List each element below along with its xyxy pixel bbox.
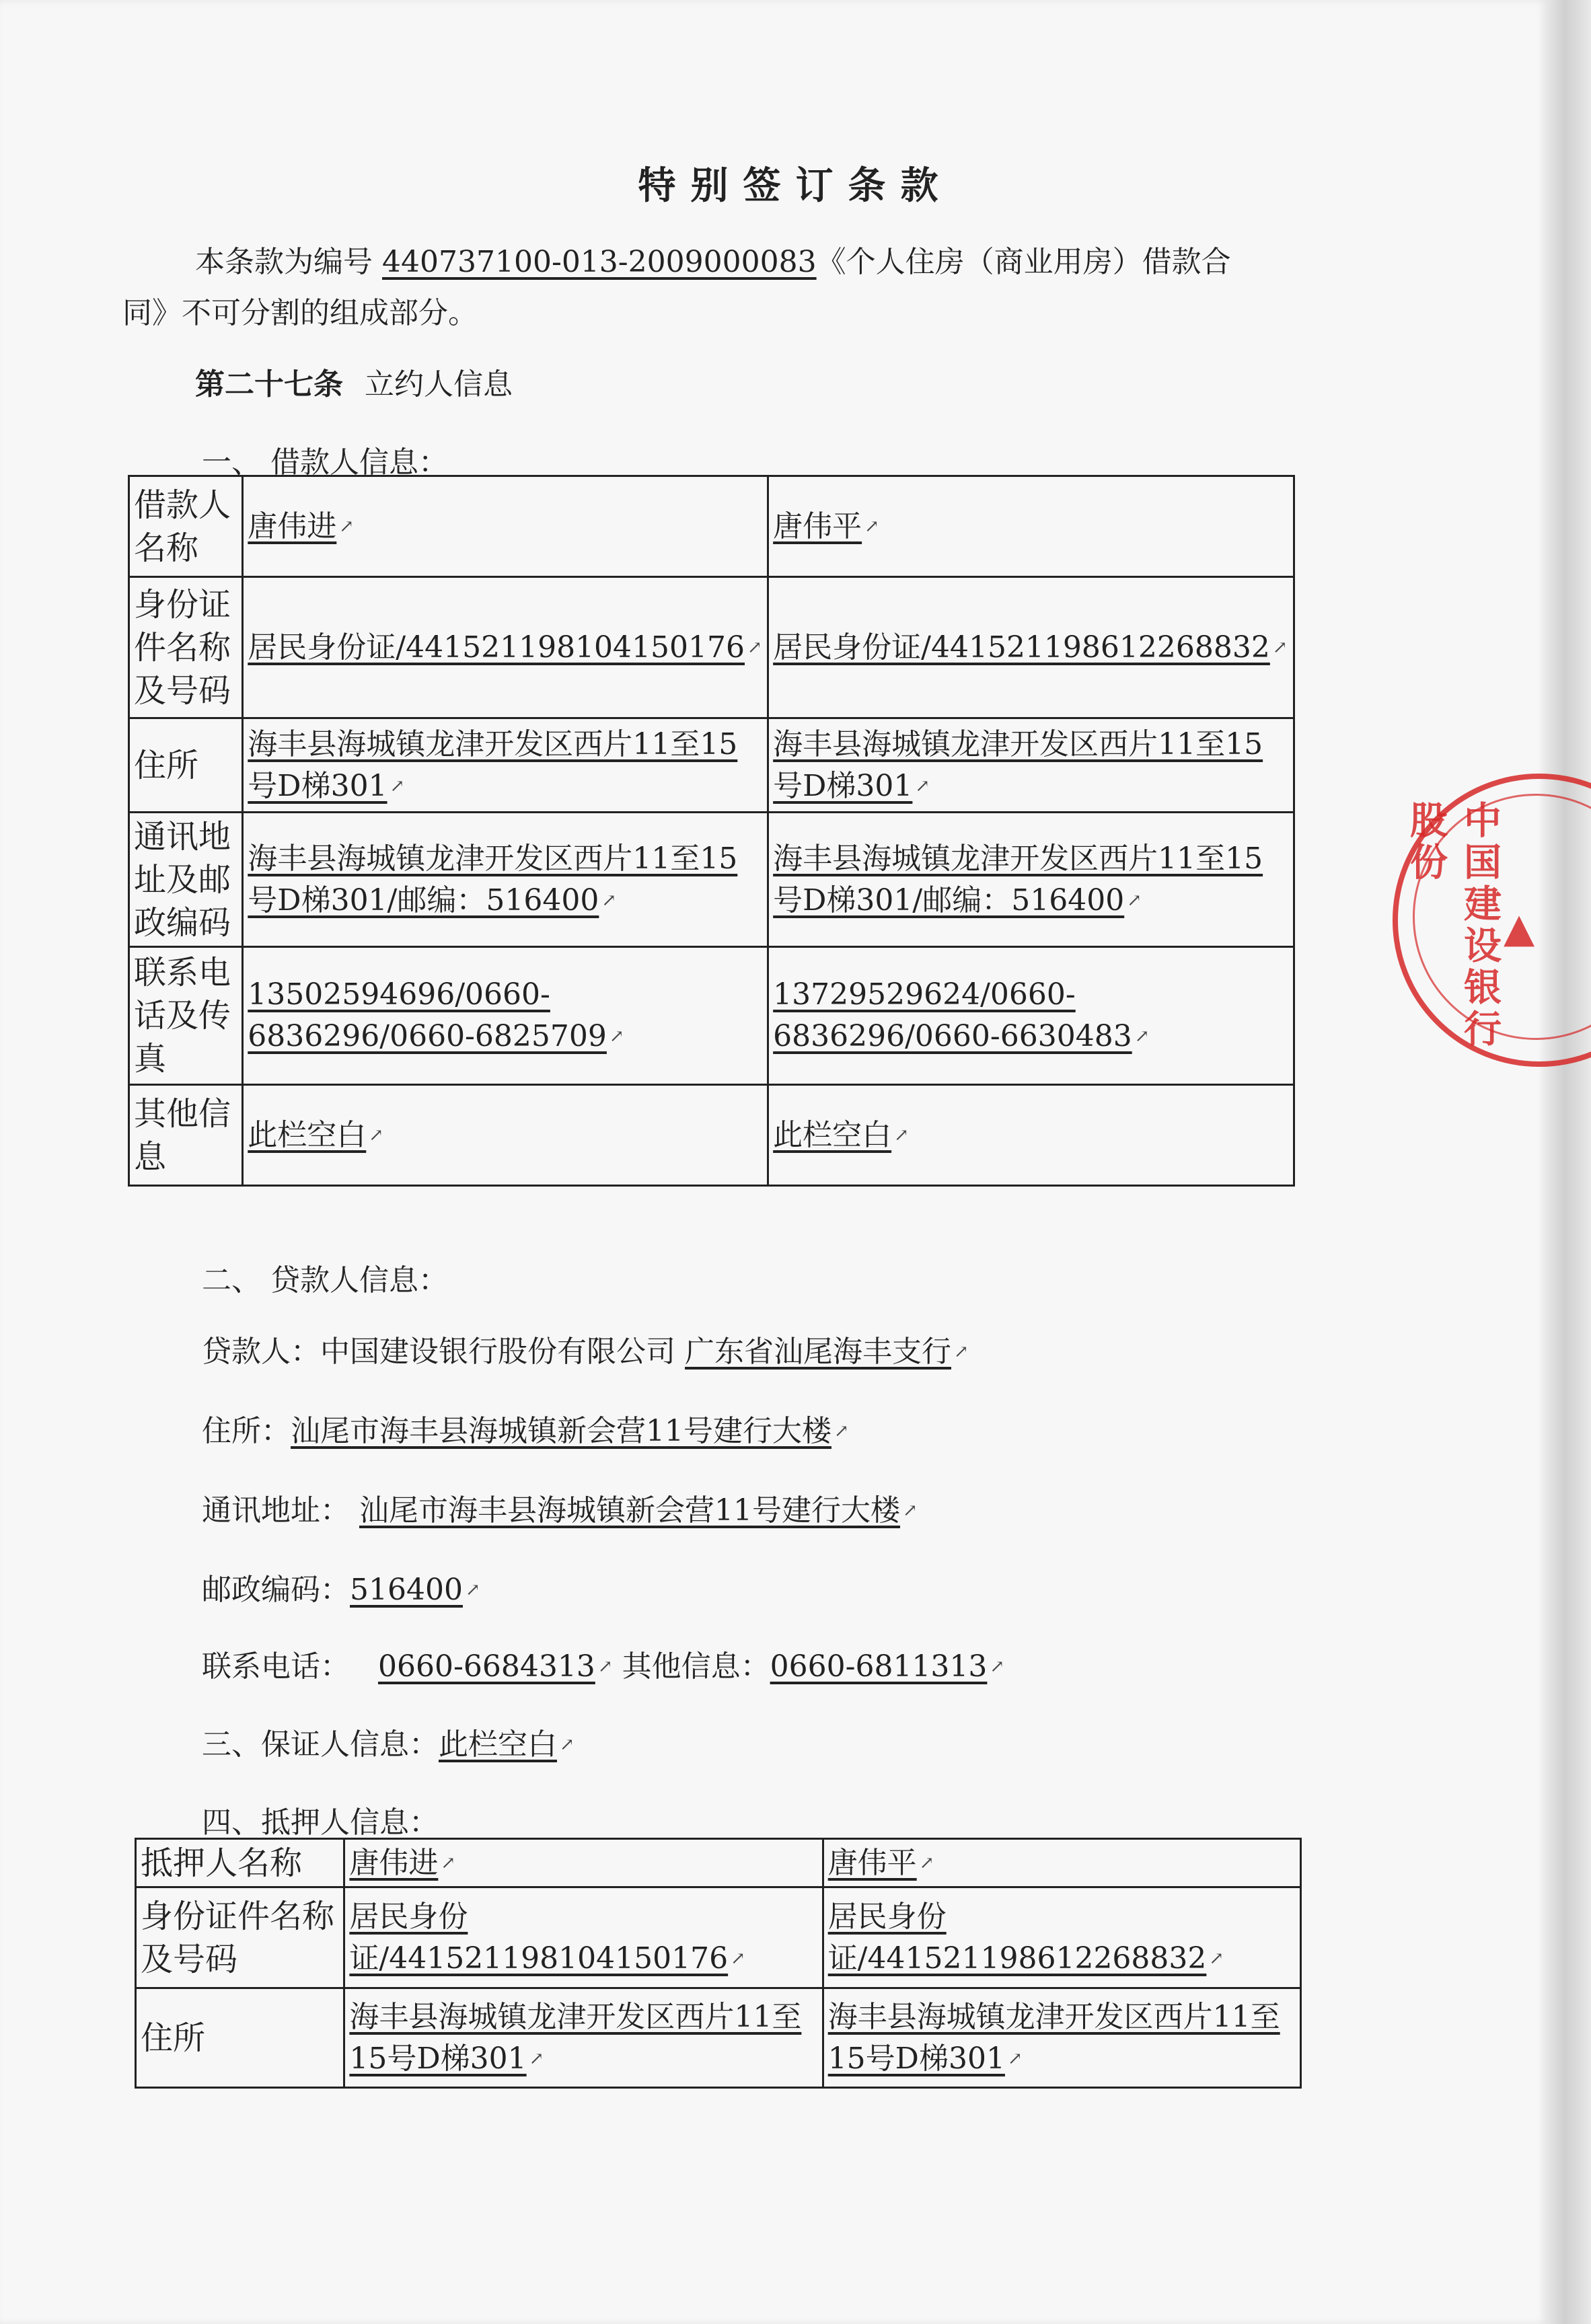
cell-mortgagor-a: 海丰县海城镇龙津开发区西片11至15号D梯301 ↗ bbox=[344, 1988, 823, 2088]
edit-mark-icon: ↗ bbox=[834, 1421, 849, 1441]
lender-mail-line bbox=[202, 1485, 918, 1536]
edit-mark-icon: ↗ bbox=[597, 1657, 613, 1677]
edit-mark-icon: ↗ bbox=[1272, 637, 1288, 658]
table-row bbox=[129, 1085, 1294, 1186]
table-row bbox=[136, 1887, 1301, 1988]
cell-borrower-a: 13502594696/0660-6836296/0660-6825709 ↗ bbox=[243, 947, 768, 1085]
edit-mark-icon: ↗ bbox=[339, 516, 355, 537]
edit-mark-icon: ↗ bbox=[731, 1948, 745, 1969]
edit-mark-icon: ↗ bbox=[465, 1580, 480, 1600]
section3-line bbox=[202, 1719, 575, 1770]
edit-mark-icon: ↗ bbox=[441, 1852, 456, 1873]
document-title: 特别签订条款 bbox=[638, 163, 953, 208]
cell-borrower-b: 海丰县海城镇龙津开发区西片11至15号D梯301 ↗ bbox=[768, 718, 1294, 813]
cell-mortgagor-b: 居民身份证/441521198612268832 ↗ bbox=[823, 1887, 1300, 1988]
section1-heading: 一、 借款人信息： bbox=[202, 445, 448, 480]
row-label: 其他信息 bbox=[129, 1085, 243, 1186]
cell-mortgagor-b: 海丰县海城镇龙津开发区西片11至15号D梯301 ↗ bbox=[823, 1988, 1300, 2088]
cell-borrower-b: 居民身份证/441521198612268832 ↗ bbox=[768, 577, 1294, 718]
table-row bbox=[129, 476, 1294, 577]
article-name: 立约人信息 bbox=[365, 367, 513, 402]
cell-borrower-b: 此栏空白 ↗ bbox=[768, 1085, 1294, 1186]
lender-address: 汕尾市海丰县海城镇新会营11号建行大楼 bbox=[291, 1414, 831, 1448]
table-row bbox=[136, 1839, 1301, 1887]
section2-heading: 二、 贷款人信息： bbox=[202, 1263, 448, 1298]
edit-mark-icon: ↗ bbox=[601, 890, 617, 911]
address-label: 住所： bbox=[202, 1414, 291, 1448]
table-row bbox=[129, 577, 1294, 718]
edit-mark-icon: ↗ bbox=[954, 1342, 969, 1362]
cell-borrower-b: 海丰县海城镇龙津开发区西片11至15号D梯301/邮编：516400 ↗ bbox=[768, 813, 1294, 947]
edit-mark-icon: ↗ bbox=[1209, 1948, 1224, 1969]
edit-mark-icon: ↗ bbox=[864, 516, 879, 537]
mail-label: 通讯地址： bbox=[202, 1493, 350, 1528]
row-label: 借款人名称 bbox=[129, 476, 243, 577]
edit-mark-icon: ↗ bbox=[990, 1657, 1005, 1677]
cell-borrower-a: 海丰县海城镇龙津开发区西片11至15号D梯301 ↗ bbox=[243, 718, 768, 813]
lender-label: 贷款人：中国建设银行股份有限公司 bbox=[202, 1335, 675, 1369]
row-label: 身份证件名称及号码 bbox=[136, 1887, 344, 1988]
table-row bbox=[136, 1988, 1301, 2088]
guarantor-value: 此栏空白 bbox=[439, 1727, 557, 1762]
edit-mark-icon: ↗ bbox=[1134, 1026, 1150, 1047]
row-label: 联系电话及传真 bbox=[129, 947, 243, 1085]
other-label: 其他信息： bbox=[622, 1649, 770, 1684]
intro-line-1 bbox=[195, 237, 1298, 288]
cell-borrower-a: 此栏空白 ↗ bbox=[243, 1085, 768, 1186]
cell-borrower-a: 唐伟进 ↗ bbox=[243, 476, 768, 577]
table-row bbox=[129, 947, 1294, 1085]
edit-mark-icon: ↗ bbox=[1007, 2048, 1023, 2069]
lender-other: 0660-6811313 bbox=[770, 1649, 988, 1684]
row-label: 住所 bbox=[129, 718, 243, 813]
cell-borrower-b: 唐伟平 ↗ bbox=[768, 476, 1294, 577]
article-number: 第二十七条 bbox=[195, 367, 343, 402]
lender-postcode: 516400 bbox=[350, 1573, 463, 1607]
section3-heading: 三、保证人信息： bbox=[202, 1727, 439, 1762]
row-label: 抵押人名称 bbox=[136, 1839, 344, 1887]
intro-suffix: 《个人住房（商业用房）借款合 bbox=[816, 245, 1231, 279]
lender-phone: 0660-6684313 bbox=[378, 1649, 595, 1684]
lender-mail: 汕尾市海丰县海城镇新会营11号建行大楼 bbox=[359, 1493, 900, 1528]
edit-mark-icon: ↗ bbox=[747, 637, 762, 658]
star-icon: ▲ bbox=[1504, 905, 1535, 952]
cell-mortgagor-a: 居民身份证/441521198104150176 ↗ bbox=[344, 1887, 823, 1988]
row-label: 通讯地址及邮政编码 bbox=[129, 813, 243, 947]
lender-line bbox=[202, 1326, 969, 1378]
lender-address-line bbox=[202, 1406, 849, 1457]
article-heading bbox=[195, 359, 513, 410]
edit-mark-icon: ↗ bbox=[915, 776, 930, 796]
edit-mark-icon: ↗ bbox=[560, 1735, 575, 1755]
phone-label: 联系电话： bbox=[202, 1649, 350, 1684]
row-label: 住所 bbox=[136, 1988, 344, 2088]
lender-postcode-line bbox=[202, 1565, 480, 1616]
cell-borrower-a: 居民身份证/441521198104150176 ↗ bbox=[243, 577, 768, 718]
edit-mark-icon: ↗ bbox=[609, 1026, 624, 1047]
postcode-label: 邮政编码： bbox=[202, 1573, 350, 1607]
edit-mark-icon: ↗ bbox=[390, 776, 405, 796]
cell-mortgagor-b: 唐伟平 ↗ bbox=[823, 1839, 1300, 1887]
page-edge bbox=[1547, 0, 1591, 2324]
table-row bbox=[129, 813, 1294, 947]
contract-number: 440737100-013-2009000083 bbox=[382, 245, 817, 279]
edit-mark-icon: ↗ bbox=[919, 1852, 934, 1873]
stamp-text: 中国建设银行股份 bbox=[1404, 800, 1502, 1051]
cell-borrower-b: 13729529624/0660-6836296/0660-6630483 ↗ bbox=[768, 947, 1294, 1085]
intro-line-2: 同》不可分割的组成部分。 bbox=[122, 296, 478, 330]
row-label: 身份证件名称及号码 bbox=[129, 577, 243, 718]
cell-borrower-a: 海丰县海城镇龙津开发区西片11至15号D梯301/邮编：516400 ↗ bbox=[243, 813, 768, 947]
lender-phone-line bbox=[202, 1641, 1004, 1692]
edit-mark-icon: ↗ bbox=[1127, 890, 1142, 911]
lender-branch: 广东省汕尾海丰支行 bbox=[685, 1335, 951, 1369]
edit-mark-icon: ↗ bbox=[903, 1501, 918, 1521]
edit-mark-icon: ↗ bbox=[369, 1125, 384, 1146]
cell-mortgagor-a: 唐伟进 ↗ bbox=[344, 1839, 823, 1887]
section4-heading: 四、抵押人信息： bbox=[202, 1805, 439, 1840]
intro-prefix: 本条款为编号 bbox=[195, 245, 373, 279]
borrower-table bbox=[128, 475, 1295, 1187]
edit-mark-icon: ↗ bbox=[529, 2048, 544, 2069]
edit-mark-icon: ↗ bbox=[894, 1125, 909, 1146]
table-row bbox=[129, 718, 1294, 813]
mortgagor-table bbox=[135, 1838, 1302, 2089]
